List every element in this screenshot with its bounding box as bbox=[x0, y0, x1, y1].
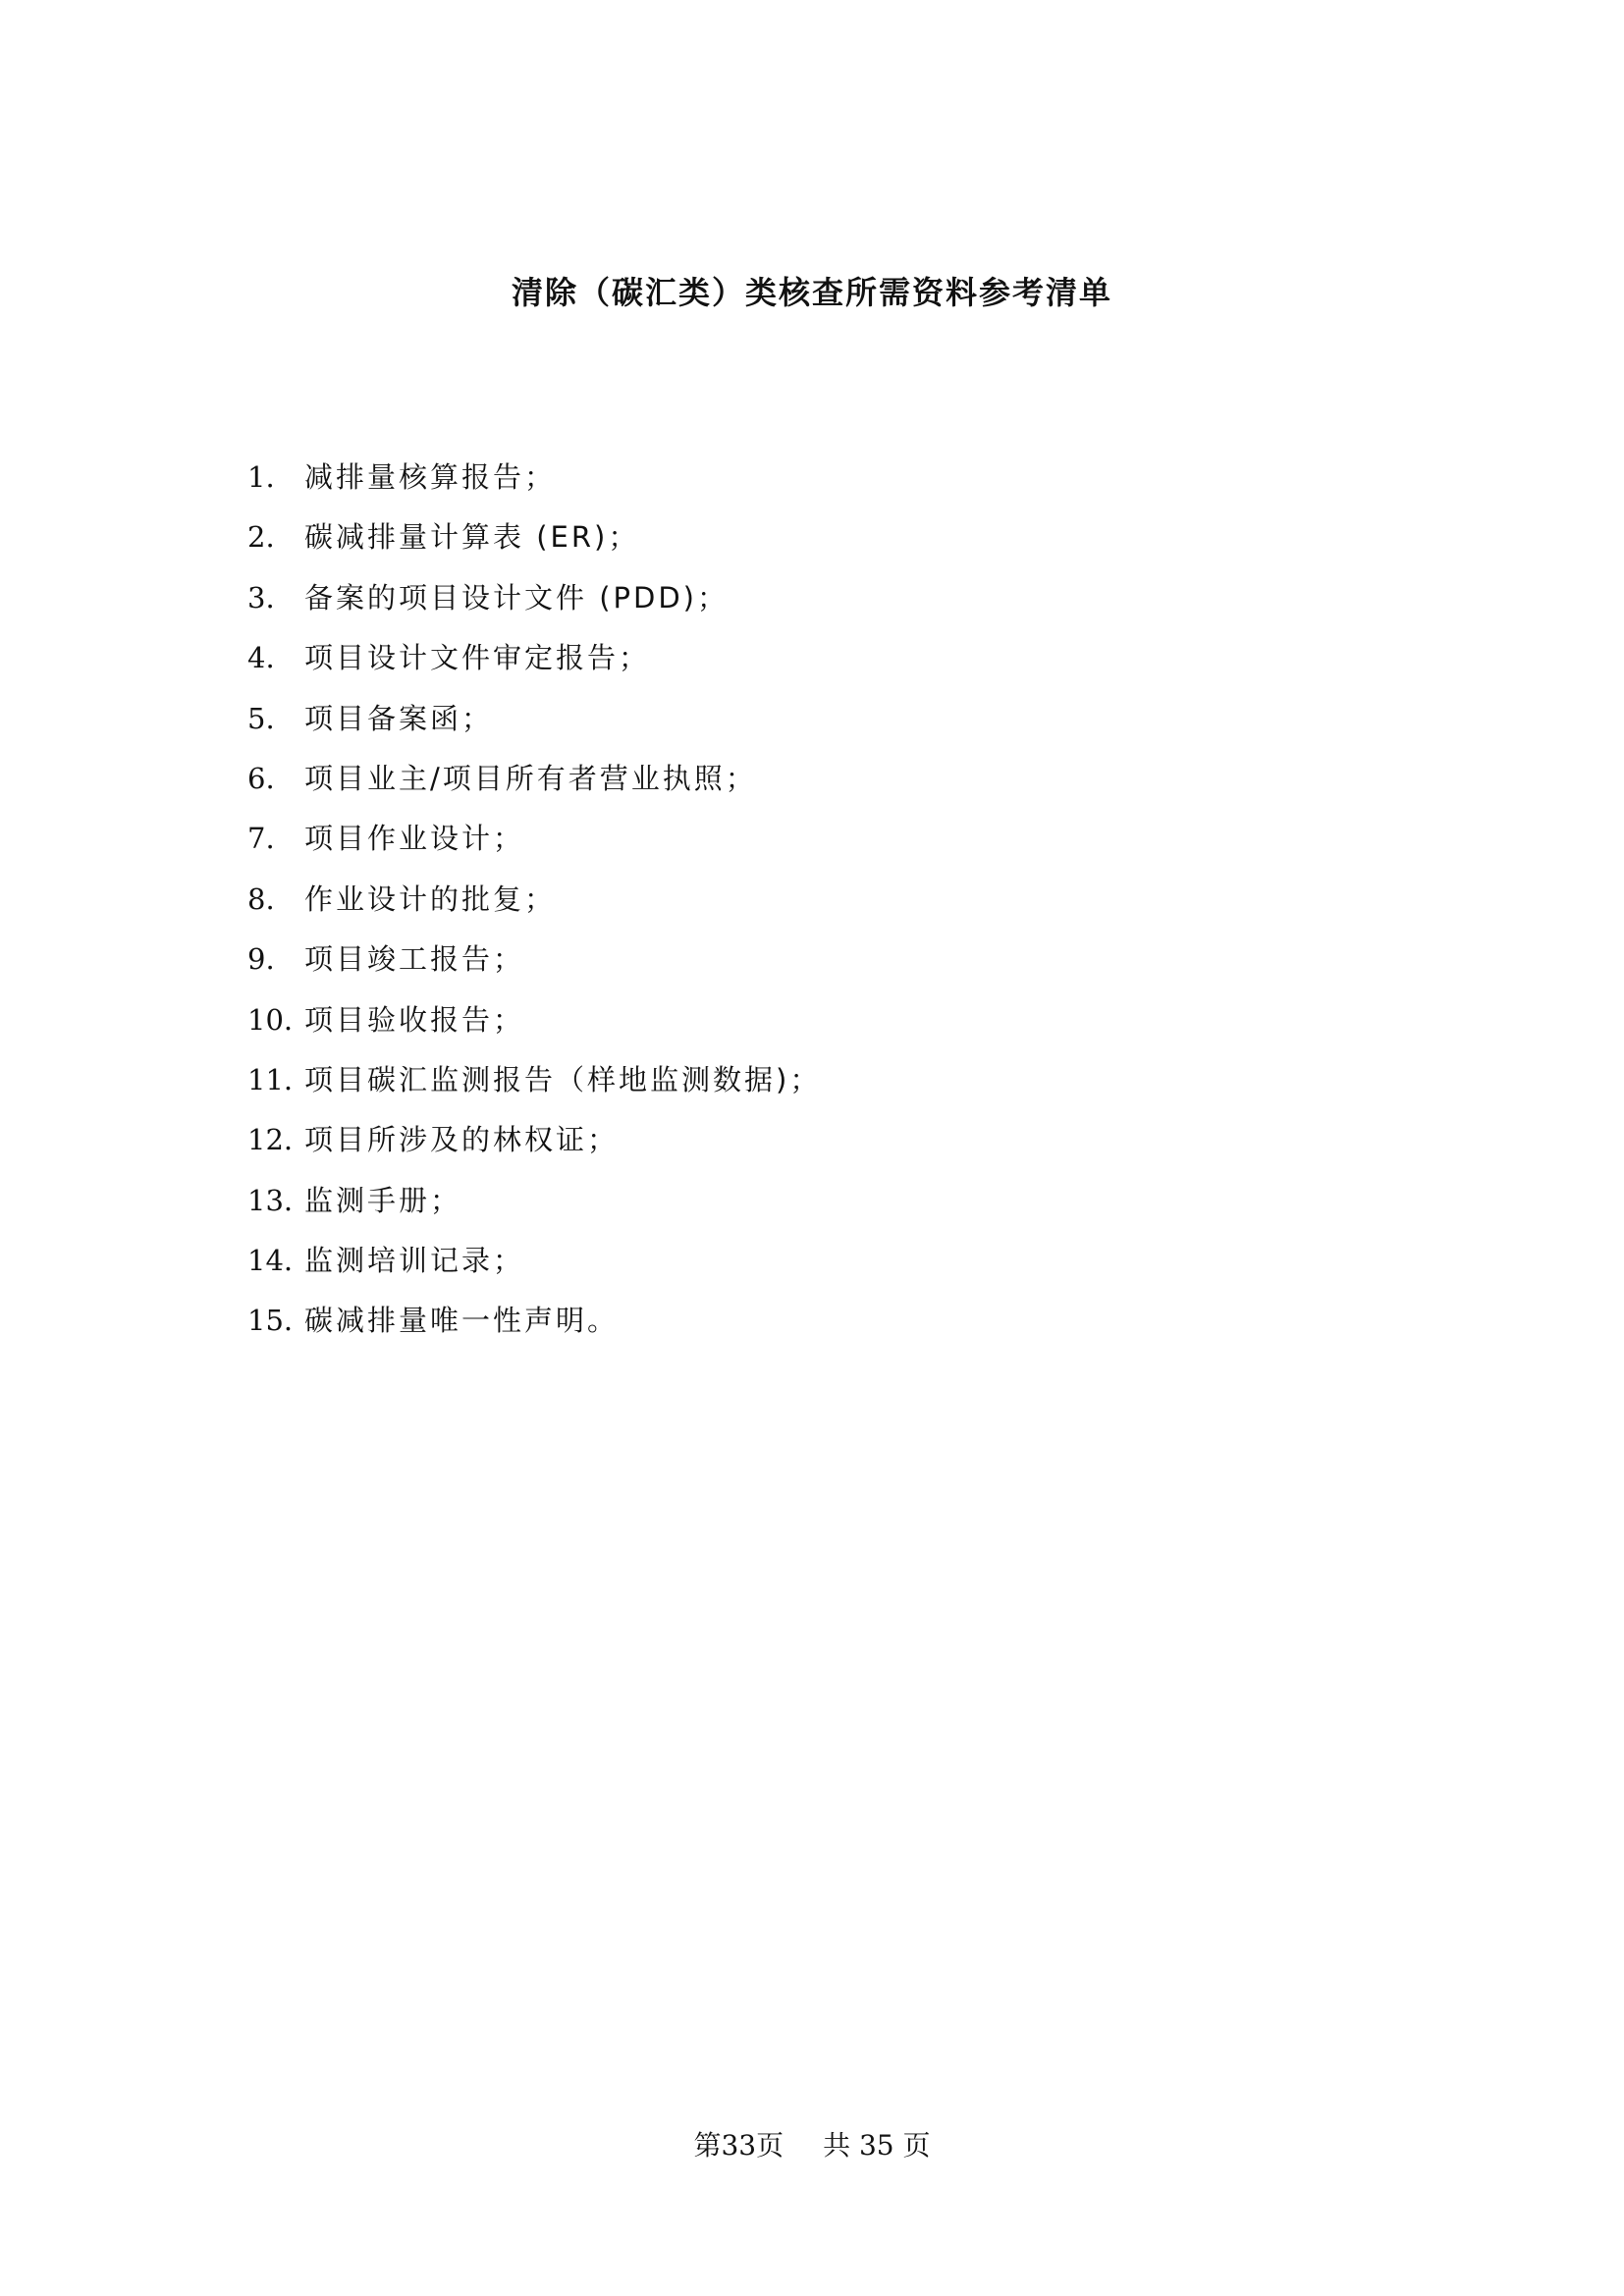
list-item-number: 13. bbox=[247, 1183, 294, 1217]
list-item-text: 减排量核算报告； bbox=[304, 460, 557, 494]
list-item bbox=[247, 1239, 821, 1299]
list-item-text: 项目设计文件审定报告； bbox=[304, 641, 651, 675]
list-item-number: 7. bbox=[247, 822, 275, 856]
list-item-number: 4. bbox=[247, 641, 275, 675]
list-item bbox=[247, 937, 821, 997]
list-item bbox=[247, 998, 821, 1058]
list-item bbox=[247, 455, 821, 515]
page-number-total: 共 35 页 bbox=[823, 2129, 931, 2162]
list-item-text: 项目所涉及的林权证； bbox=[304, 1123, 620, 1157]
list-item-number: 12. bbox=[247, 1123, 294, 1157]
list-item-number: 10. bbox=[247, 1002, 294, 1037]
list-item bbox=[247, 515, 821, 575]
list-item-number: 2. bbox=[247, 520, 275, 555]
list-item-text: 备案的项目设计文件 (PDD)； bbox=[304, 580, 729, 614]
list-item-text: 监测培训记录； bbox=[304, 1244, 525, 1278]
list-item bbox=[247, 1299, 821, 1359]
list-item-number: 8. bbox=[247, 881, 275, 916]
list-item bbox=[247, 1058, 821, 1118]
list-item bbox=[247, 878, 821, 937]
list-item bbox=[247, 576, 821, 636]
list-item-text: 项目作业设计； bbox=[304, 822, 525, 856]
list-item-text: 碳减排量计算表 (ER)； bbox=[304, 520, 640, 555]
list-item bbox=[247, 1179, 821, 1239]
list-item-text: 项目验收报告； bbox=[304, 1002, 525, 1037]
materials-list bbox=[247, 455, 821, 1360]
list-item-text: 项目碳汇监测报告（样地监测数据)； bbox=[304, 1062, 822, 1096]
page-number-current: 第33页 bbox=[693, 2129, 785, 2162]
list-item-number: 11. bbox=[247, 1062, 294, 1096]
list-item-number: 9. bbox=[247, 942, 275, 977]
list-item-text: 项目备案函； bbox=[304, 701, 494, 735]
list-item-text: 碳减排量唯一性声明。 bbox=[304, 1304, 620, 1338]
list-item-number: 14. bbox=[247, 1244, 294, 1278]
list-item bbox=[247, 817, 821, 877]
list-item-text: 项目竣工报告； bbox=[304, 942, 525, 977]
list-item-number: 15. bbox=[247, 1304, 294, 1338]
list-item bbox=[247, 1118, 821, 1178]
list-item-text: 项目业主/项目所有者营业执照； bbox=[304, 761, 757, 795]
list-item-number: 5. bbox=[247, 701, 275, 735]
list-item-number: 6. bbox=[247, 761, 275, 795]
list-item bbox=[247, 636, 821, 696]
list-item-text: 监测手册； bbox=[304, 1183, 462, 1217]
document-title: 清除（碳汇类）类核查所需资料参考清单 bbox=[511, 274, 1112, 311]
list-item-number: 1. bbox=[247, 460, 275, 494]
list-item bbox=[247, 757, 821, 817]
page-footer bbox=[0, 2126, 1624, 2165]
list-item-text: 作业设计的批复； bbox=[304, 881, 557, 916]
list-item bbox=[247, 697, 821, 757]
list-item-number: 3. bbox=[247, 580, 275, 614]
